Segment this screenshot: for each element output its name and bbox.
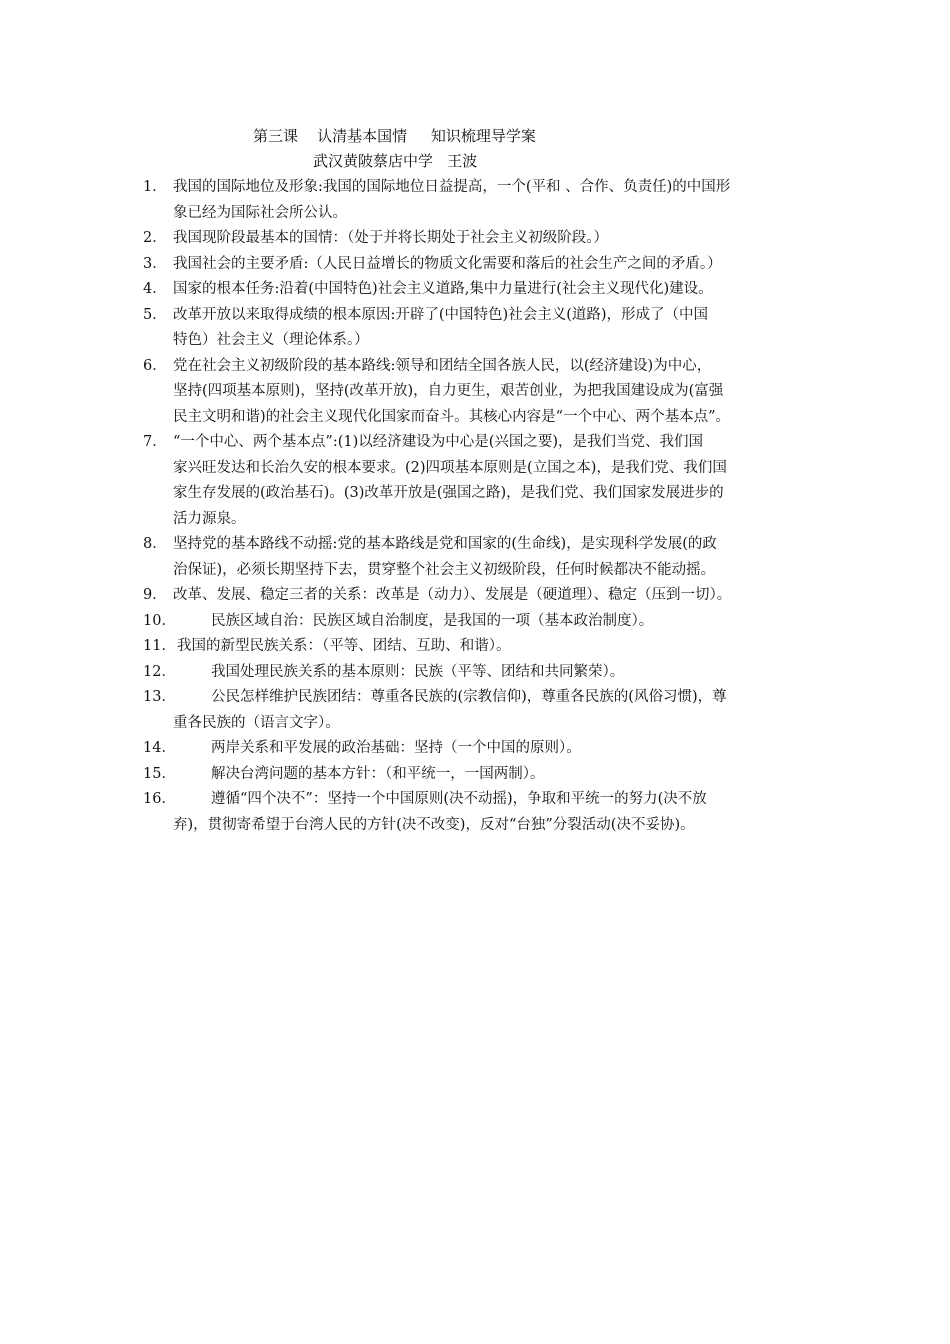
text-line: 特色）社会主义（理论体系。） xyxy=(173,332,369,348)
list-item-number: 1． xyxy=(143,179,167,195)
list-item-number: 7． xyxy=(143,434,167,450)
list-item xyxy=(143,609,823,635)
list-item-number: 15． xyxy=(143,765,176,782)
list-item xyxy=(143,660,823,686)
list-item-text xyxy=(211,762,823,788)
list-item-text xyxy=(173,430,823,532)
text-line: 我国的新型民族关系：（平等、团结、互助、和谐）。 xyxy=(177,638,511,654)
list-item-text xyxy=(173,303,823,354)
text-line: 公民怎样维护民族团结：尊重各民族的(宗教信仰)，尊重各民族的(风俗习惯)，尊 xyxy=(211,689,727,705)
list-item xyxy=(143,583,823,609)
text-line: 民主文明和谐)的社会主义现代化国家而奋斗。其核心内容是“一个中心、两个基本点”。 xyxy=(173,408,730,425)
list-item-number: 13． xyxy=(143,689,176,705)
list-item-text xyxy=(173,354,823,431)
text-line: 重各民族的（语言文字）。 xyxy=(173,714,340,731)
list-item xyxy=(143,787,823,838)
text-line: 活力源泉。 xyxy=(173,510,246,527)
list-item-number: 8． xyxy=(143,536,167,552)
list-item-number: 14． xyxy=(143,740,176,756)
list-item-number: 3． xyxy=(143,255,167,272)
text-line: 我国现阶段最基本的国情：（处于并将长期处于社会主义初级阶段。） xyxy=(173,230,608,246)
list-item-text xyxy=(173,787,823,838)
list-item-number: 16． xyxy=(143,791,176,807)
list-item xyxy=(143,532,823,583)
list-item-number: 4． xyxy=(143,281,167,297)
text-line: 家兴旺发达和长治久安的根本要求。(2)四项基本原则是(立国之本)，是我们党、我们国 xyxy=(173,459,727,476)
list-item xyxy=(143,685,823,736)
list-item-text xyxy=(211,660,823,686)
document-title: 第三课 认清基本国情 知识梳理导学案 xyxy=(253,127,536,145)
list-item-number: 5． xyxy=(143,306,167,323)
text-line: 国家的根本任务:沿着(中国特色)社会主义道路,集中力量进行(社会主义现代化)建设。 xyxy=(173,281,713,297)
text-line: 遵循“四个决不”：坚持一个中国原则(决不动摇)，争取和平统一的努力(决不放 xyxy=(211,791,707,807)
text-line: 两岸关系和平发展的政治基础：坚持（一个中国的原则）。 xyxy=(211,740,581,756)
text-line: 党在社会主义初级阶段的基本路线:领导和团结全国各族人民，以(经济建设)为中心， xyxy=(173,357,712,374)
list-item-text xyxy=(173,252,823,278)
document-author: 武汉黄陂蔡店中学 王波 xyxy=(313,152,478,170)
list-item-text xyxy=(173,175,823,226)
knowledge-point-list xyxy=(143,175,823,838)
list-item xyxy=(143,226,823,252)
text-line: 改革、发展、稳定三者的关系：改革是（动力）、发展是（硬道理）、稳定（压到一切）。 xyxy=(173,587,732,603)
text-line: 民族区域自治：民族区域自治制度，是我国的一项（基本政治制度）。 xyxy=(211,612,654,629)
list-item-text xyxy=(173,532,823,583)
list-item xyxy=(143,277,823,303)
list-item-text xyxy=(211,736,823,762)
text-line: 改革开放以来取得成绩的根本原因:开辟了(中国特色)社会主义(道路)，形成了（中国 xyxy=(173,306,709,323)
text-line: 治保证)，必须长期坚持下去，贯穿整个社会主义初级阶段，任何时候都决不能动摇。 xyxy=(173,561,716,578)
list-item-text xyxy=(211,609,823,635)
list-item xyxy=(143,175,823,226)
list-item-number: 2． xyxy=(143,230,167,246)
list-item-number: 11． xyxy=(143,638,176,654)
list-item xyxy=(143,303,823,354)
list-item xyxy=(143,762,823,788)
list-item-number: 10． xyxy=(143,612,176,629)
text-line: “一个中心、两个基本点”:(1)以经济建设为中心是(兴国之要)，是我们当党、我们国 xyxy=(173,434,704,450)
text-line: 解决台湾问题的基本方针：（和平统一，一国两制）。 xyxy=(211,765,545,782)
list-item-text xyxy=(173,583,823,609)
list-item xyxy=(143,354,823,431)
list-item-text xyxy=(173,685,823,736)
list-item-text xyxy=(173,226,823,252)
list-item xyxy=(143,736,823,762)
text-line: 坚持党的基本路线不动摇:党的基本路线是党和国家的(生命线)，是实现科学发展(的政 xyxy=(173,536,717,552)
list-item-number: 12． xyxy=(143,663,176,680)
list-item xyxy=(143,252,823,278)
list-item xyxy=(143,634,823,660)
text-line: 我国的国际地位及形象:我国的国际地位日益提高，一个(平和 、合作、负责任)的中国形 xyxy=(173,179,731,195)
list-item-text xyxy=(173,277,823,303)
text-line: 家生存发展的(政治基石)。(3)改革开放是(强国之路)，是我们党、我们国家发展进步的 xyxy=(173,485,724,501)
text-line: 坚持(四项基本原则)，坚持(改革开放)，自力更生，艰苦创业，为把我国建设成为(富强 xyxy=(173,383,724,399)
list-item-number: 9． xyxy=(143,587,167,603)
text-line: 我国社会的主要矛盾:（人民日益增长的物质文化需要和落后的社会生产之间的矛盾。） xyxy=(173,255,722,272)
list-item xyxy=(143,430,823,532)
text-line: 弃)，贯彻寄希望于台湾人民的方针(决不改变)，反对“台独”分裂活动(决不妥协)。 xyxy=(173,816,695,833)
list-item-number: 6． xyxy=(143,357,167,374)
list-item-text xyxy=(177,634,823,660)
text-line: 象已经为国际社会所公认。 xyxy=(173,204,347,221)
text-line: 我国处理民族关系的基本原则：民族（平等、团结和共同繁荣）。 xyxy=(211,663,625,680)
